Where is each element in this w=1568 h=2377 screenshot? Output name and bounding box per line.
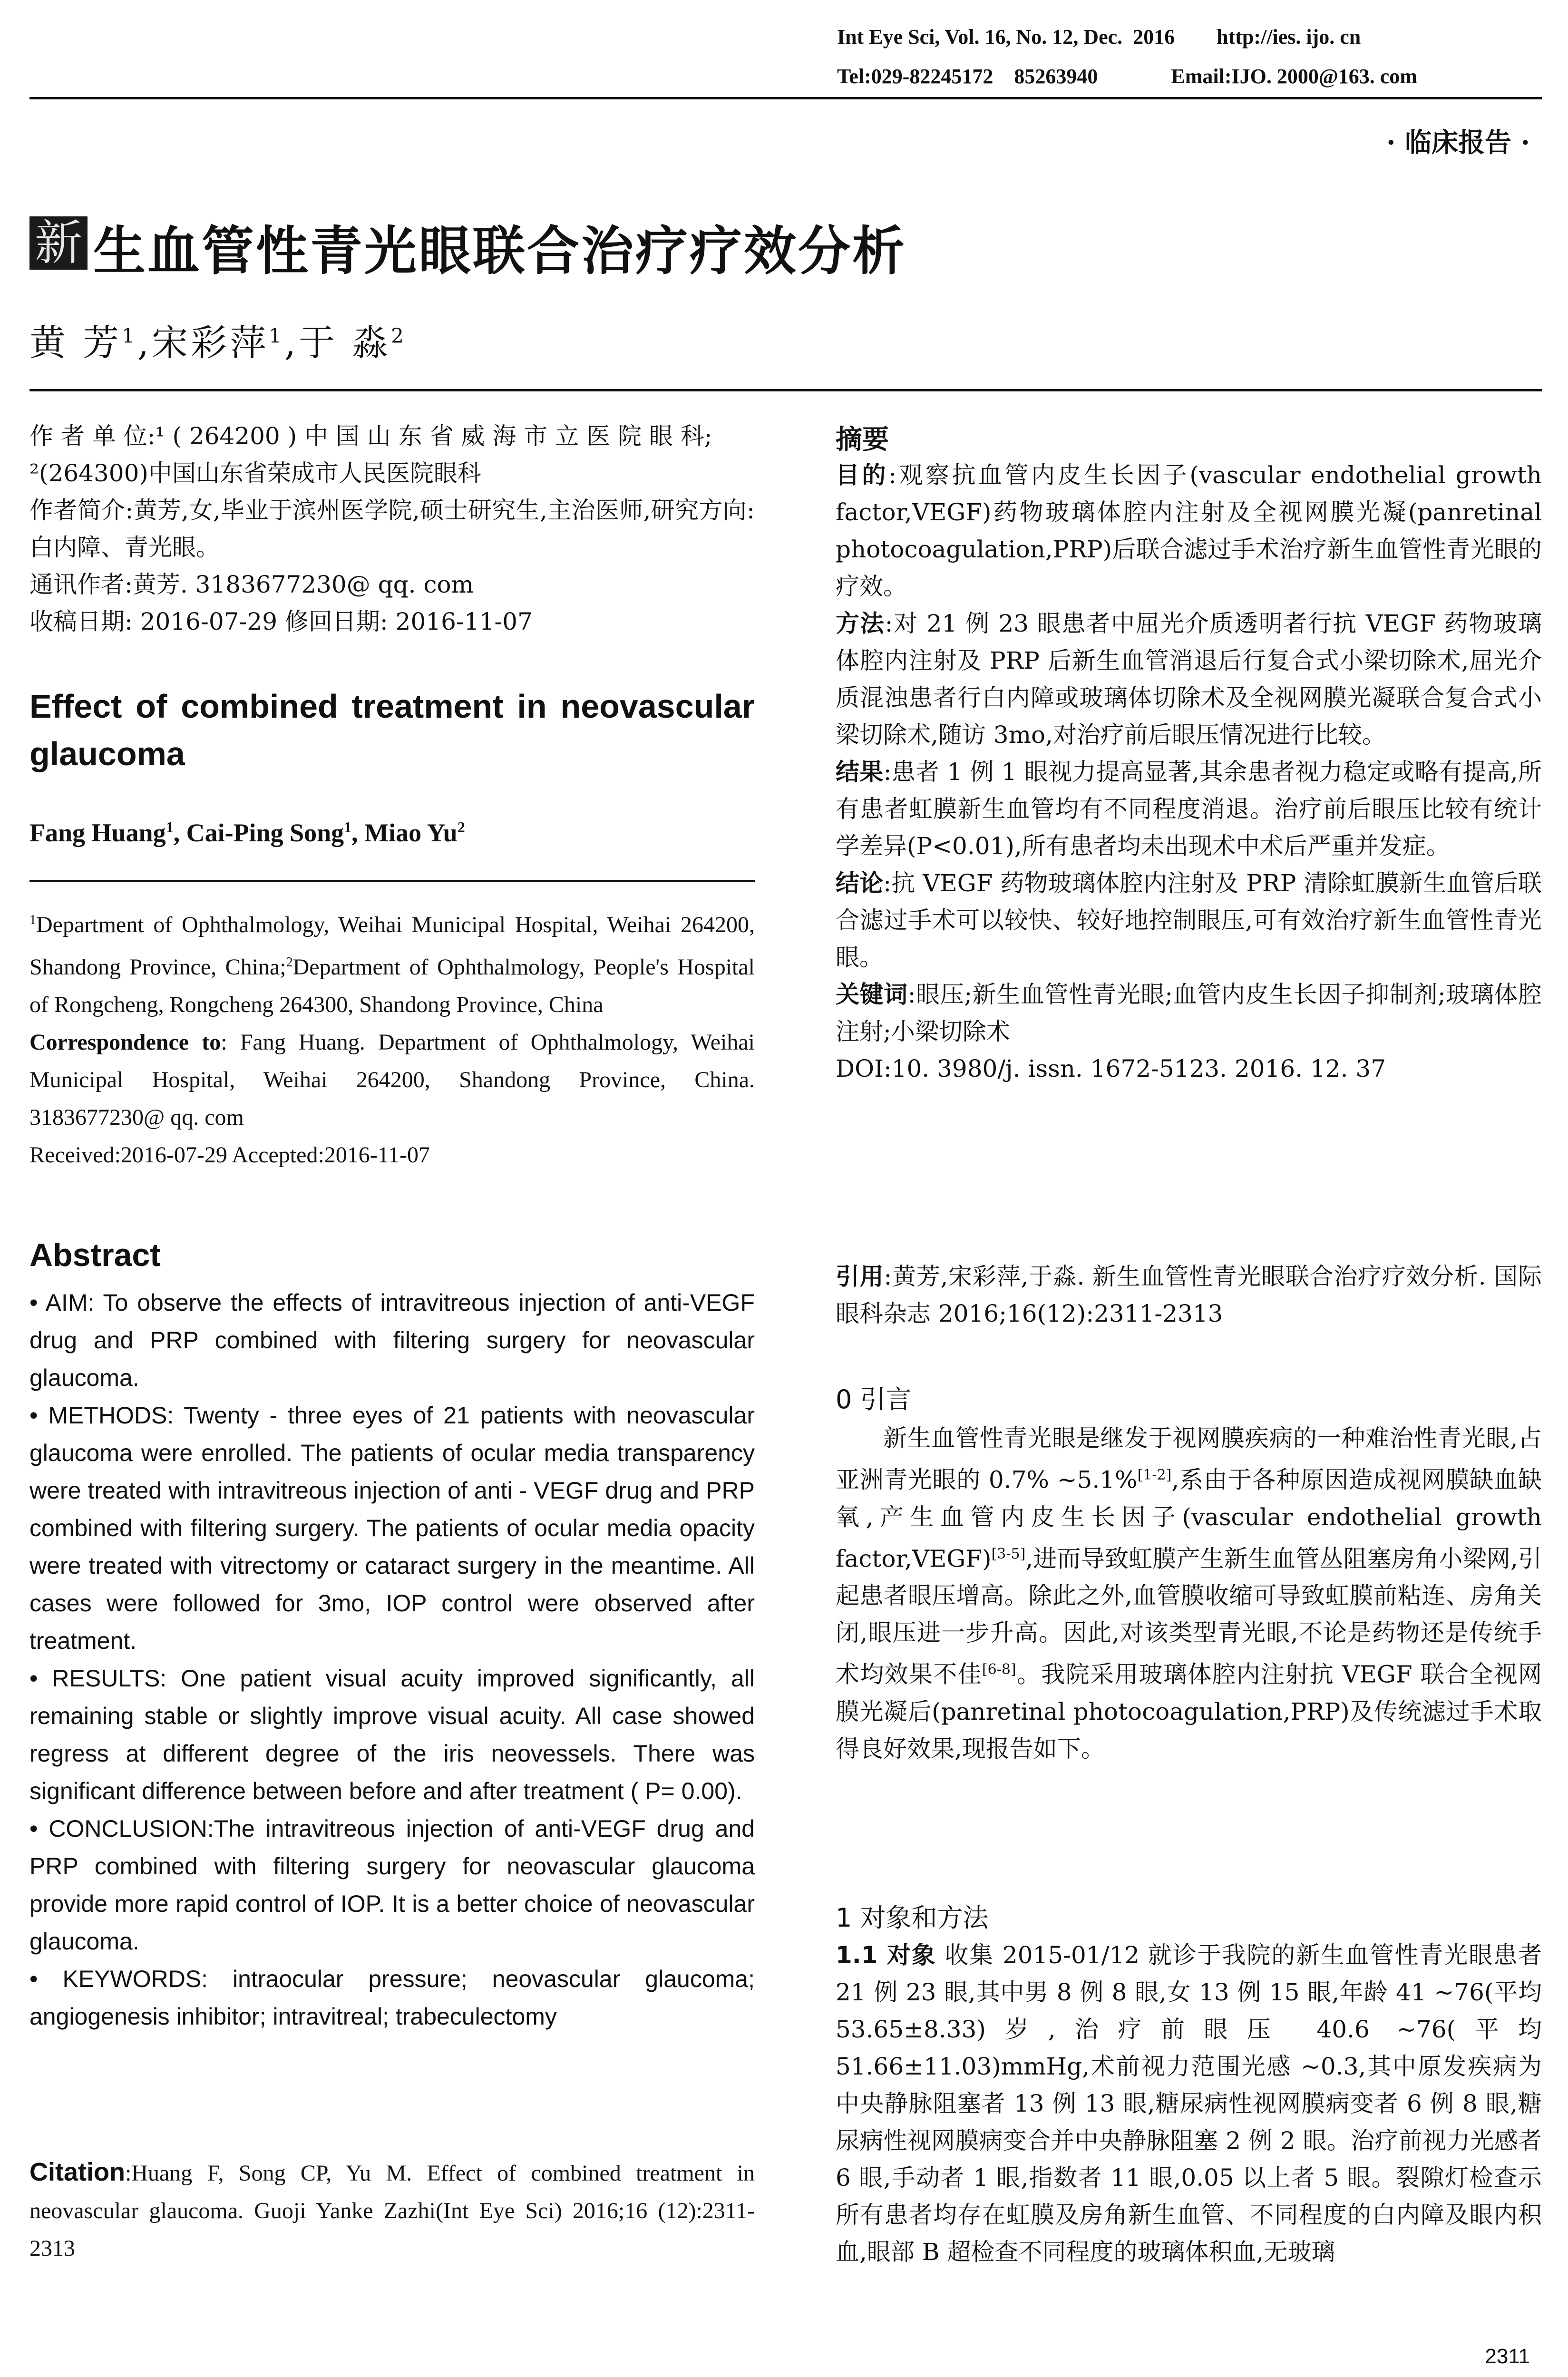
abstract-conclusion: • CONCLUSION:The intravitreous injection of anti-VEGF drug and PRP combined with filtering surgery for neovascular glaucoma provide more rapid control of IOP. It is a better choice of neovascular glaucoma. bbox=[29, 1815, 755, 1955]
author-sup: 1 bbox=[269, 324, 284, 348]
affil-line: 作 者 单 位:¹ ( 264200 ) 中 国 山 东 省 威 海 市 立 医 院 眼 科; bbox=[29, 422, 712, 450]
conclusion-label: 结论 bbox=[836, 869, 884, 897]
title-first-character-block: 新 bbox=[29, 216, 88, 270]
intro-paragraph bbox=[836, 1420, 1542, 1767]
citation-cn-label: 引用 bbox=[836, 1263, 884, 1290]
author-en: Cai-Ping Song bbox=[186, 818, 344, 847]
citation-en bbox=[29, 2153, 755, 2267]
abstract-cn-body bbox=[836, 457, 1542, 1087]
section-tag: · 临床报告 · bbox=[1386, 127, 1530, 158]
intro-text: ,系由于各种原因造成视网膜缺血缺氧,产生血管内皮生长因子(vascular endothelial growth factor,VEGF) bbox=[836, 1466, 1542, 1573]
section-heading-intro: 0 引言 bbox=[836, 1384, 912, 1414]
reference: [6-8] bbox=[982, 1661, 1016, 1678]
affil-sup: 1 bbox=[29, 913, 36, 927]
subsection-text: 收集 2015-01/12 就诊于我院的新生血管性青光眼患者 21 例 23 眼,其中男 8 例 8 眼,女 13 例 15 眼,年龄 41 ~76(平均 53.65±8.33)岁,治疗前眼压 40.6 ~76(平均 51.66±11.03)mmHg,术前视力范围光感 ~0.3,其中原发疾病为中央静脉阻塞者 13 例 13 眼,糖尿病性视网膜病变者 6 例 8 眼,糖尿病性视网膜病变合并中央静脉阻塞 2 例 2 眼。治疗前视力光感者 6 眼,手动者 1 眼,指数者 11 眼,0.05 以上者 5 眼。裂隙灯检查示所有患者均存在虹膜及房角新生血管、不同程度的白内障及眼内积血,眼部 B 超检查不同程度的玻璃体积血,无玻璃 bbox=[836, 1941, 1542, 2266]
affil-sup: 2 bbox=[286, 955, 293, 970]
abstract-keywords: • KEYWORDS: intraocular pressure; neovascular glaucoma; angiogenesis inhibitor; intravitreal; trabeculectomy bbox=[29, 1966, 755, 2030]
journal-header-line2: Tel:029-82245172 85263940 Email:IJO. 2000@163. com bbox=[837, 65, 1417, 88]
abstract-heading: Abstract bbox=[29, 1237, 161, 1273]
intro-text: 。我院采用玻璃体腔内注射抗 VEGF 联合全视网膜光凝后(panretinal photocoagulation,PRP)及传统滤过手术取得良好效果,现报告如下。 bbox=[836, 1660, 1542, 1763]
keywords-text: :眼压;新生血管性青光眼;血管内皮生长因子抑制剂;玻璃体腔注射;小梁切除术 bbox=[836, 981, 1542, 1045]
abstract-cn-methods bbox=[836, 605, 1542, 753]
author-sup: 1 bbox=[344, 818, 352, 836]
abstract-cn-conclusion bbox=[836, 865, 1542, 976]
abstract-cn-aim bbox=[836, 457, 1542, 605]
received-accepted: Received:2016-07-29 Accepted:2016-11-07 bbox=[29, 1142, 430, 1168]
author-cn: 于 淼 bbox=[298, 321, 391, 364]
abstract-aim: • AIM: To observe the effects of intravitreous injection of anti-VEGF drug and PRP combined with filtering surgery for neovascular glaucoma. bbox=[29, 1289, 755, 1391]
keywords-label: 关键词 bbox=[836, 981, 908, 1008]
citation-text: :Huang F, Song CP, Yu M. Effect of combined treatment in neovascular glaucoma. Guoji Yanke Zazhi(Int Eye Sci) 2016;16 (12):2311-2313 bbox=[29, 2161, 755, 2261]
methods-text: :对 21 例 23 眼患者中屈光介质透明者行抗 VEGF 药物玻璃体腔内注射及 PRP 后新生血管消退后行复合式小梁切除术,屈光介质混浊患者行白内障或玻璃体切除术及全视网膜光凝联合复合式小梁切除术,随访 3mo,对治疗前后眼压情况进行比较。 bbox=[836, 610, 1542, 749]
aim-label: 目的 bbox=[836, 461, 889, 489]
citation-cn bbox=[836, 1258, 1542, 1332]
author-sup: 2 bbox=[457, 818, 465, 836]
article-title: 生血管性青光眼联合治疗疗效分析 bbox=[93, 220, 906, 282]
conclusion-text: :抗 VEGF 药物玻璃体腔内注射及 PRP 清除虹膜新生血管后联合滤过手术可以较快、较好地控制眼压,可有效治疗新生血管性青光眼。 bbox=[836, 869, 1542, 971]
correspondence bbox=[29, 1023, 755, 1136]
authors-cn: 黄 芳$^1$,宋彩萍$^1$,于 淼$^2$ bbox=[29, 321, 407, 364]
author-cn: 黄 芳 bbox=[29, 321, 122, 364]
abstract-methods: • METHODS: Twenty - three eyes of 21 patients with neovascular glaucoma were enrolled. The patients of ocular media transparency were treated with intravitreous injection of anti - VEGF drug and PRP combined with filtering surgery. The patients of ocular media opacity were treated with vitrectomy or cataract surgery in the meantime. All cases were followed for 3mo, IOP control were observed after treatment. bbox=[29, 1402, 755, 1654]
header-rule bbox=[29, 97, 1542, 99]
aim-text: :观察抗血管内皮生长因子(vascular endothelial growth factor,VEGF)药物玻璃体腔内注射及全视网膜光凝(panretinal photocoagulation,PRP)后联合滤过手术治疗新生血管性青光眼的疗效。 bbox=[836, 461, 1542, 600]
author-sup: 1 bbox=[166, 818, 174, 836]
page-number: 2311 bbox=[1485, 2345, 1530, 2368]
author-sup: 2 bbox=[391, 324, 407, 348]
english-authors-rule bbox=[29, 880, 755, 882]
subsection-label: 1.1 对象 bbox=[836, 1941, 936, 1969]
author-en: Miao Yu bbox=[364, 818, 458, 847]
journal-header-line1: Int Eye Sci, Vol. 16, No. 12, Dec. 2016 http://ies. ijo. cn bbox=[837, 25, 1361, 49]
affiliation-en bbox=[29, 901, 755, 1174]
author-sup: 1 bbox=[122, 324, 137, 348]
corresponding-author: 通讯作者:黄芳. 3183677230@ qq. com bbox=[29, 571, 474, 598]
english-title: Effect of combined treatment in neovascular glaucoma bbox=[29, 688, 755, 772]
reference: [1-2] bbox=[1137, 1467, 1172, 1483]
affil-dept-1: Department of Ophthalmology, Weihai Municipal Hospital, Weihai 264200, Shandong Province, China; bbox=[29, 912, 755, 980]
affil-line: ²(264300)中国山东省荣成市人民医院眼科 bbox=[29, 459, 481, 487]
abstract-cn-heading: 摘要 bbox=[836, 424, 889, 455]
reference: [3-5] bbox=[991, 1545, 1026, 1562]
intro-text: ,进而导致虹膜产生新生血管丛阻塞房角小梁网,引起患者眼压增高。除此之外,血管膜收缩可导致虹膜前粘连、房角关闭,眼压进一步升高。因此,对该类型青光眼,不论是药物还是传统手术均效果不佳 bbox=[836, 1545, 1542, 1688]
intro-text: 新生血管性青光眼是继发于视网膜疾病的一种难治性青光眼,占亚洲青光眼的 0.7% ~5.1% bbox=[836, 1424, 1542, 1494]
section-heading-methods: 1 对象和方法 bbox=[836, 1903, 989, 1933]
doi: DOI:10. 3980/j. issn. 1672-5123. 2016. 12. 37 bbox=[836, 1055, 1386, 1082]
citation-label: Citation bbox=[29, 2158, 125, 2186]
abstract-cn-results bbox=[836, 753, 1542, 865]
intro-body bbox=[836, 1420, 1542, 1767]
affil-en-text bbox=[29, 901, 755, 1023]
subsection-subjects bbox=[836, 1937, 1542, 2270]
received-dates: 收稿日期: 2016-07-29 修回日期: 2016-11-07 bbox=[29, 608, 533, 635]
affiliation-cn bbox=[29, 418, 755, 640]
title-rule bbox=[29, 389, 1542, 391]
abstract-cn-keywords bbox=[836, 976, 1542, 1050]
author-cn: 宋彩萍 bbox=[152, 321, 269, 364]
citation-cn-text: :黄芳,宋彩萍,于淼. 新生血管性青光眼联合治疗疗效分析. 国际眼科杂志 2016;16(12):2311-2313 bbox=[836, 1263, 1542, 1327]
english-authors: Fang Huang$^1$, Cai-Ping Song$^1$, Miao Yu$^2$ bbox=[29, 818, 465, 847]
abstract-en-body bbox=[29, 1284, 755, 2036]
results-label: 结果 bbox=[836, 758, 884, 786]
correspondence-label: Correspondence to bbox=[29, 1030, 221, 1055]
affil-dept-2: Department of Ophthalmology, People's Hospital of Rongcheng, Rongcheng 264300, Shandong Province, China bbox=[29, 955, 755, 1017]
correspondence-text: : Fang Huang. Department of Ophthalmology, Weihai Municipal Hospital, Weihai 264200, Shandong Province, China. 3183677230@ qq. com bbox=[29, 1030, 755, 1130]
author-en: Fang Huang bbox=[29, 818, 166, 847]
abstract-results: • RESULTS: One patient visual acuity improved significantly, all remaining stable or slightly improve visual acuity. All case showed regress at different degree of the iris neovessels. There was significant difference between before and after treatment ( P= 0.00). bbox=[29, 1665, 755, 1804]
author-bio: 作者简介:黄芳,女,毕业于滨州医学院,硕士研究生,主治医师,研究方向:白内障、青光眼。 bbox=[29, 497, 755, 561]
results-text: :患者 1 例 1 眼视力提高显著,其余患者视力稳定或略有提高,所有患者虹膜新生血管均有不同程度消退。治疗前后眼压比较有统计学差异(P<0.01),所有患者均未出现术中术后严重并发症。 bbox=[836, 758, 1542, 860]
methods-label: 方法 bbox=[836, 610, 885, 637]
